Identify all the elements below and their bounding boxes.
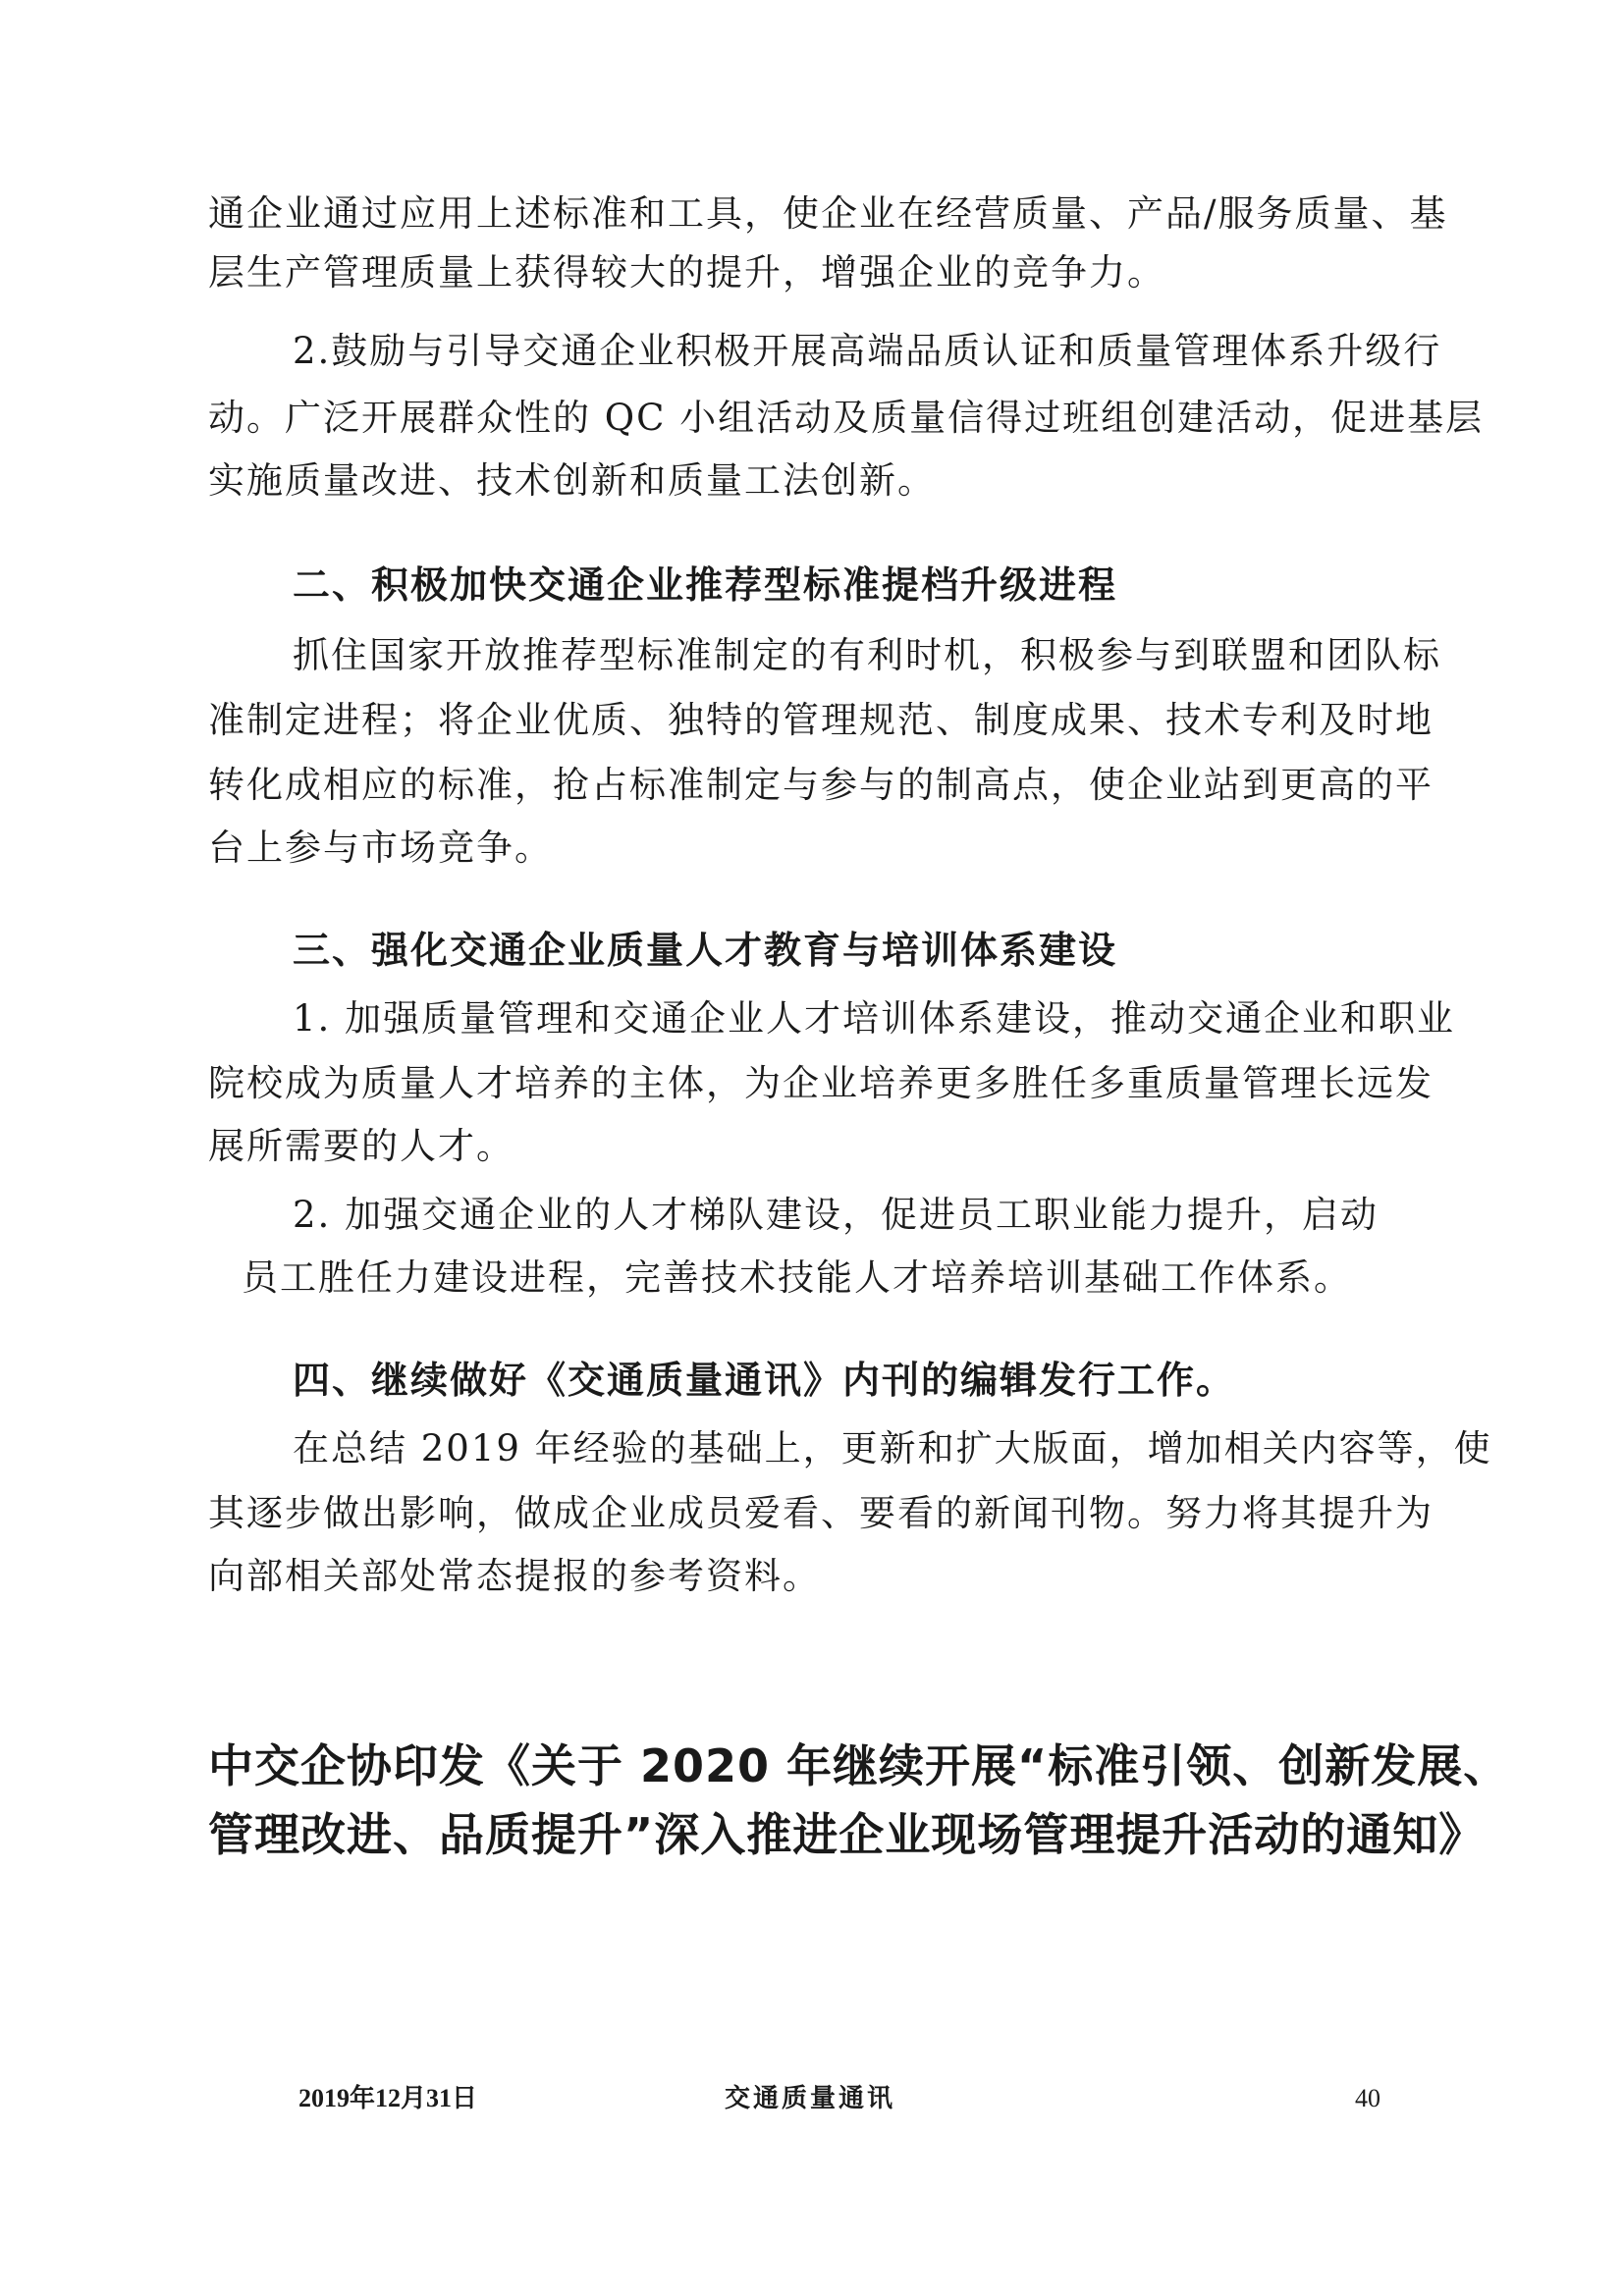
section-heading: 三、强化交通企业质量人才教育与培训体系建设 [293,929,1118,972]
paragraph-line: 展所需要的人才。 [208,1125,514,1167]
paragraph-line: 院校成为质量人才培养的主体，为企业培养更多胜任多重质量管理长远发 [208,1062,1434,1104]
paragraph-line: 动。广泛开展群众性的 QC 小组活动及质量信得过班组创建活动，促进基层 [208,397,1485,439]
section-heading: 二、积极加快交通企业推荐型标准提档升级进程 [293,563,1118,607]
paragraph-line: 准制定进程；将企业优质、独特的管理规范、制度成果、技术专利及时地 [208,699,1434,741]
article-title-line: 中交企协印发《关于 2020 年继续开展“标准引领、创新发展、 [208,1739,1510,1792]
page-number: 40 [1355,2084,1380,2112]
article-title-line: 管理改进、品质提升”深入推进企业现场管理提升活动的通知》 [208,1808,1486,1861]
footer-date: 2019年12月31日 [298,2084,478,2112]
paragraph-line: 在总结 2019 年经验的基础上，更新和扩大版面，增加相关内容等，使 [293,1427,1492,1469]
paragraph-line: 2.鼓励与引导交通企业积极开展高端品质认证和质量管理体系升级行 [293,330,1442,372]
paragraph-line: 向部相关部处常态提报的参考资料。 [208,1555,821,1597]
footer-publication-name: 交通质量通讯 [725,2084,896,2113]
paragraph-line: 台上参与市场竞争。 [208,827,553,869]
paragraph-line: 其逐步做出影响，做成企业成员爱看、要看的新闻刊物。努力将其提升为 [208,1492,1434,1534]
section-heading: 四、继续做好《交通质量通讯》内刊的编辑发行工作。 [293,1359,1236,1402]
paragraph-line: 2. 加强交通企业的人才梯队建设，促进员工职业能力提升，启动 [293,1194,1380,1236]
paragraph-line: 员工胜任力建设进程，完善技术技能人才培养培训基础工作体系。 [242,1256,1352,1299]
paragraph-line: 通企业通过应用上述标准和工具，使企业在经营质量、产品/服务质量、基 [208,192,1448,235]
paragraph-line: 实施质量改进、技术创新和质量工法创新。 [208,459,936,502]
paragraph-line: 层生产管理质量上获得较大的提升，增强企业的竞争力。 [208,251,1165,294]
paragraph-line: 转化成相应的标准，抢占标准制定与参与的制高点，使企业站到更高的平 [208,764,1434,806]
paragraph-line: 抓住国家开放推荐型标准制定的有利时机，积极参与到联盟和团队标 [293,634,1441,676]
paragraph-line: 1. 加强质量管理和交通企业人才培训体系建设，推动交通企业和职业 [293,997,1456,1040]
